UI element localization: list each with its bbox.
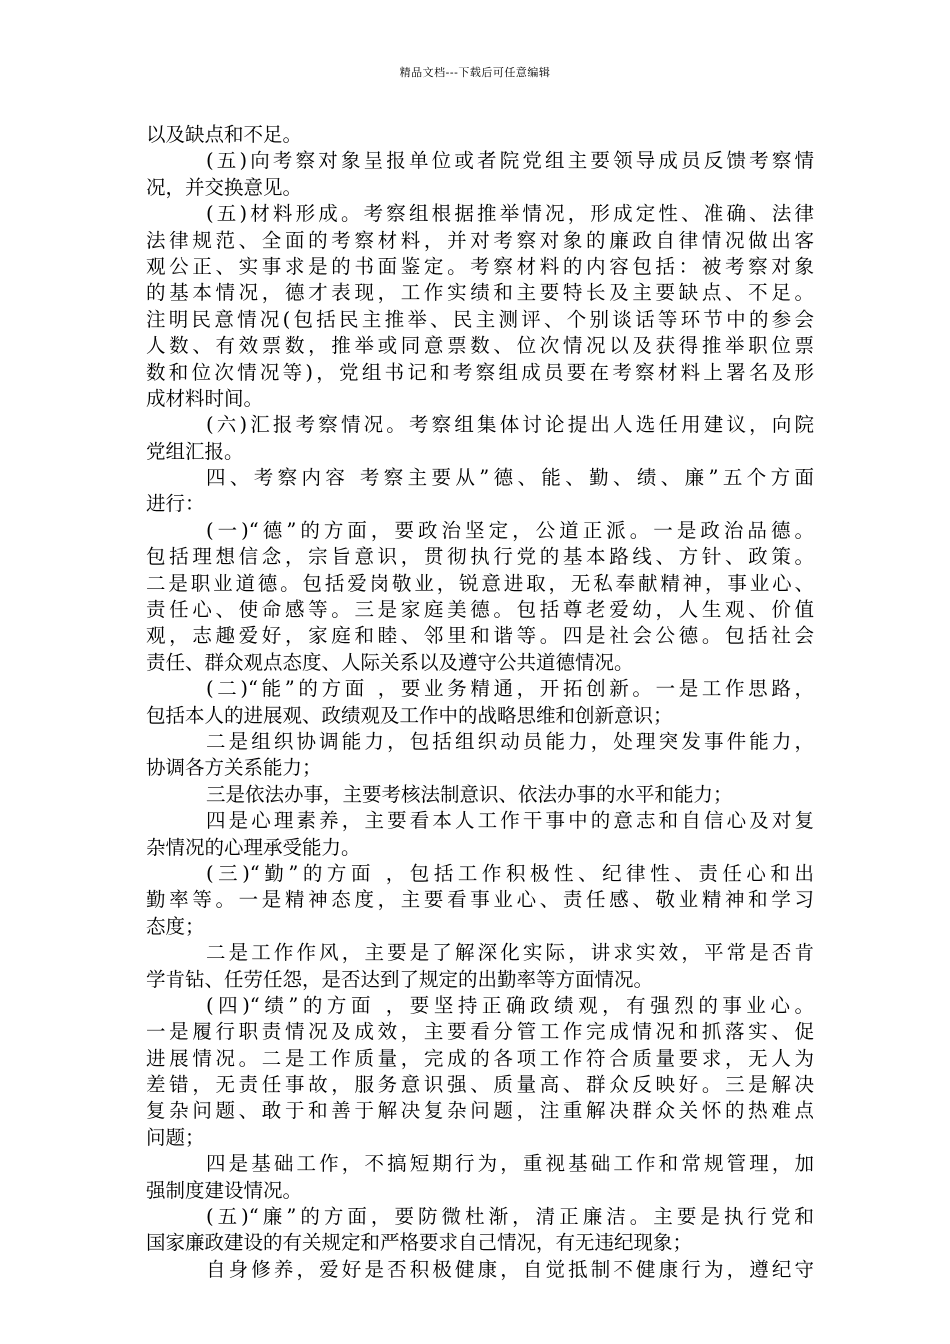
text-line: 党组汇报。 <box>146 439 244 463</box>
text-line: 四是心理素养，主要看本人工作干事中的意志和自信心及对复 <box>206 809 814 833</box>
text-line: 责任、群众观点态度、人际关系以及遵守公共道德情况。 <box>146 650 634 674</box>
text-line: 四、考察内容 考察主要从”德、能、勤、绩、廉”五个方面 <box>206 466 814 490</box>
text-line: (二)“能”的方面 ，要业务精通，开拓创新。一是工作思路， <box>206 677 814 701</box>
text-line: 责任心、使命感等。三是家庭美德。包括尊老爱幼，人生观、价值 <box>146 598 814 622</box>
text-line: (五)“廉”的方面，要防微杜渐，清正廉洁。主要是执行党和 <box>206 1205 814 1229</box>
text-line: 杂情况的心理承受能力。 <box>146 835 361 859</box>
text-line: 观，志趣爱好，家庭和睦、邻里和谐等。四是社会公德。包括社会 <box>146 624 814 648</box>
page-header: 精品文档---下载后可任意编辑 <box>399 66 551 79</box>
text-line: 二是工作作风，主要是了解深化实际，讲求实效，平常是否肯 <box>206 941 814 965</box>
text-line: 注明民意情况(包括民主推举、民主测评、个别谈话等环节中的参会 <box>146 307 814 331</box>
text-line: (四)“绩”的方面 ，要坚持正确政绩观，有强烈的事业心。 <box>206 993 814 1017</box>
text-line: 态度； <box>146 914 205 938</box>
text-line: 成材料时间。 <box>146 386 264 410</box>
document-body <box>146 122 814 1283</box>
text-line: 数和位次情况等)，党组书记和考察组成员要在考察材料上署名及形 <box>146 360 814 384</box>
text-line: 自身修养，爱好是否积极健康，自觉抵制不健康行为，遵纪守 <box>206 1257 814 1281</box>
text-line: 法律规范、全面的考察材料，并对考察对象的廉政自律情况做出客 <box>146 228 814 252</box>
text-line: 一是履行职责情况及成效，主要看分管工作完成情况和抓落实、促 <box>146 1020 814 1044</box>
text-line: 以及缺点和不足。 <box>146 123 303 146</box>
text-line: 人数、有效票数，推举或同意票数、位次情况以及获得推举职位票 <box>146 334 814 358</box>
text-line: 国家廉政建设的有关规定和严格要求自己情况，有无违纪现象； <box>146 1231 693 1255</box>
text-line: 问题； <box>146 1125 205 1149</box>
text-line: 二是组织协调能力，包括组织动员能力，处理突发事件能力， <box>206 729 814 753</box>
text-line: 进展情况。二是工作质量，完成的各项工作符合质量要求，无人为 <box>146 1046 814 1070</box>
text-line: 四是基础工作，不搞短期行为，重视基础工作和常规管理，加 <box>206 1152 814 1176</box>
text-line: 包括理想信念，宗旨意识，贯彻执行党的基本路线、方针、政策。 <box>146 545 814 569</box>
text-line: 协调各方关系能力； <box>146 756 322 780</box>
text-line: 复杂问题、敢于和善于解决复杂问题，注重解决群众关怀的热难点 <box>146 1099 814 1123</box>
text-line: 的基本情况，德才表现，工作实绩和主要特长及主要缺点、不足。 <box>146 281 814 305</box>
text-line: 强制度建设情况。 <box>146 1178 303 1202</box>
text-line: (一)“德”的方面，要政治坚定，公道正派。一是政治品德。 <box>206 518 814 542</box>
text-line: 勤率等。一是精神态度，主要看事业心、责任感、敬业精神和学习 <box>146 888 814 912</box>
text-line: 观公正、实事求是的书面鉴定。考察材料的内容包括：被考察对象 <box>146 254 814 278</box>
text-line: (五)材料形成。考察组根据推举情况，形成定性、准确、法律 <box>206 202 814 226</box>
text-line: 差错，无责任事故，服务意识强、质量高、群众反映好。三是解决 <box>146 1073 814 1097</box>
text-line: 二是职业道德。包括爱岗敬业，锐意进取，无私奉献精神，事业心、 <box>146 571 814 595</box>
text-line: (五)向考察对象呈报单位或者院党组主要领导成员反馈考察情 <box>206 149 814 173</box>
text-line: (三)“勤”的方面 ，包括工作积极性、纪律性、责任心和出 <box>206 861 814 885</box>
text-line: 进行： <box>146 492 205 516</box>
text-line: 包括本人的进展观、政绩观及工作中的战略思维和创新意识； <box>146 703 673 727</box>
text-line: 三是依法办事，主要考核法制意识、依法办事的水平和能力； <box>206 782 733 806</box>
text-line: 学肯钻、任劳任怨，是否达到了规定的出勤率等方面情况。 <box>146 967 654 991</box>
text-line: 况，并交换意见。 <box>146 175 303 199</box>
text-line: (六)汇报考察情况。考察组集体讨论提出人选任用建议，向院 <box>206 413 814 437</box>
